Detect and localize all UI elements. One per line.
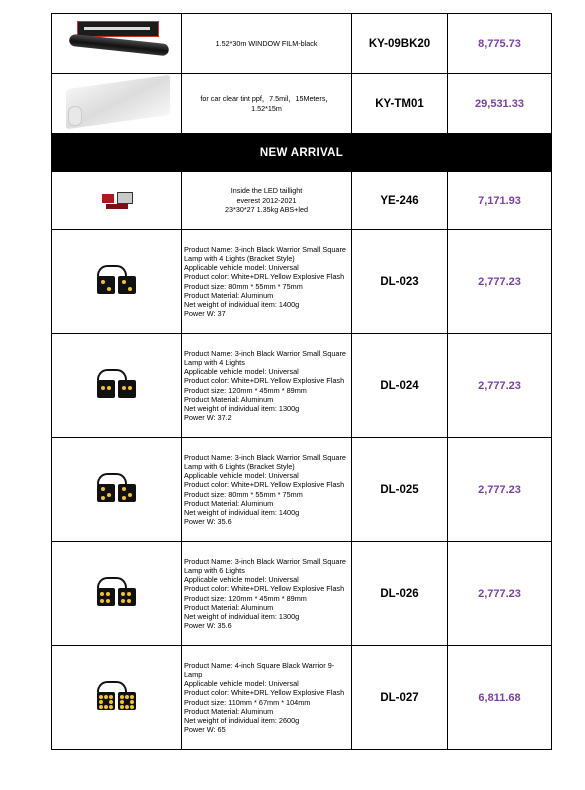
product-code: YE-246 [352,172,448,230]
product-code: DL-026 [352,542,448,646]
product-price: 2,777.23 [448,230,552,334]
table-row [52,14,552,74]
product-image-cell [52,438,182,542]
product-price: 7,171.93 [448,172,552,230]
product-price: 8,775.73 [448,14,552,74]
section-banner-row [52,134,552,172]
product-description: Product Name: 3-inch Black Warrior Small Square Lamp with 6 Lights Applicable vehicle model: Universal Product color: White+DRL Yellow Explosive Flash Product size: 120mm * 45mm * 89mm Product Material: Aluminum Net weight of individual item: 1300g Power W: 35.6 [182,542,352,646]
product-price: 6,811.68 [448,646,552,750]
new-arrival-banner: NEW ARRIVAL [52,134,552,172]
product-code: KY-TM01 [352,74,448,134]
led-taillight-image [100,190,134,212]
product-price: 2,777.23 [448,438,552,542]
window-film-roll-image [63,19,171,69]
lamp-pair-image [96,680,138,716]
product-description: Product Name: 3-inch Black Warrior Small Square Lamp with 4 Lights (Bracket Style) Applicable vehicle model: Universal Product color: White+DRL Yellow Explosive Flash Product size: 80mm * 55mm * 75mm Product Material: Aluminum Net weight of individual item: 1400g Power W: 37 [182,230,352,334]
product-description: Product Name: 3-inch Black Warrior Small Square Lamp with 4 Lights Applicable vehicle model: Universal Product color: White+DRL Yellow Explosive Flash Product size: 120mm * 45mm * 89mm Product Material: Aluminum Net weight of individual item: 1300g Power W: 37.2 [182,334,352,438]
product-image-cell [52,646,182,750]
table-row [52,334,552,438]
lamp-pair-image [96,368,138,404]
product-price-table [51,13,552,750]
lamp-pair-image [96,264,138,300]
product-price: 2,777.23 [448,334,552,438]
product-price: 2,777.23 [448,542,552,646]
table-row [52,230,552,334]
product-code: DL-025 [352,438,448,542]
lamp-pair-image [96,472,138,508]
product-image-cell [52,172,182,230]
product-code: DL-027 [352,646,448,750]
product-image-cell [52,230,182,334]
product-image-cell [52,334,182,438]
clear-ppf-roll-image [62,78,172,130]
table-row [52,646,552,750]
product-description: Product Name: 3-inch Black Warrior Small Square Lamp with 6 Lights (Bracket Style) Applicable vehicle model: Universal Product color: White+DRL Yellow Explosive Flash Product size: 80mm * 55mm * 75mm Product Material: Aluminum Net weight of individual item: 1400g Power W: 35.6 [182,438,352,542]
product-image-cell [52,74,182,134]
product-code: DL-024 [352,334,448,438]
product-description: Product Name: 4-inch Square Black Warrior 9-Lamp Applicable vehicle model: Universal Product color: White+DRL Yellow Explosive Flash Product size: 110mm * 67mm * 104mm Product Material: Aluminum Net weight of individual item: 2600g Power W: 65 [182,646,352,750]
product-description: Inside the LED taillight everest 2012-2021 23*30*27 1.35kg ABS+led [182,172,352,230]
product-price: 29,531.33 [448,74,552,134]
table-row [52,438,552,542]
product-image-cell [52,14,182,74]
table-row [52,542,552,646]
product-code: KY-09BK20 [352,14,448,74]
product-description: for car clear tint ppf，7.5mil，15Meters，1.52*15m [182,74,352,134]
lamp-pair-image [96,576,138,612]
table-row [52,172,552,230]
table-row [52,74,552,134]
product-code: DL-023 [352,230,448,334]
product-image-cell [52,542,182,646]
product-description: 1.52*30m WINDOW FILM-black [182,14,352,74]
